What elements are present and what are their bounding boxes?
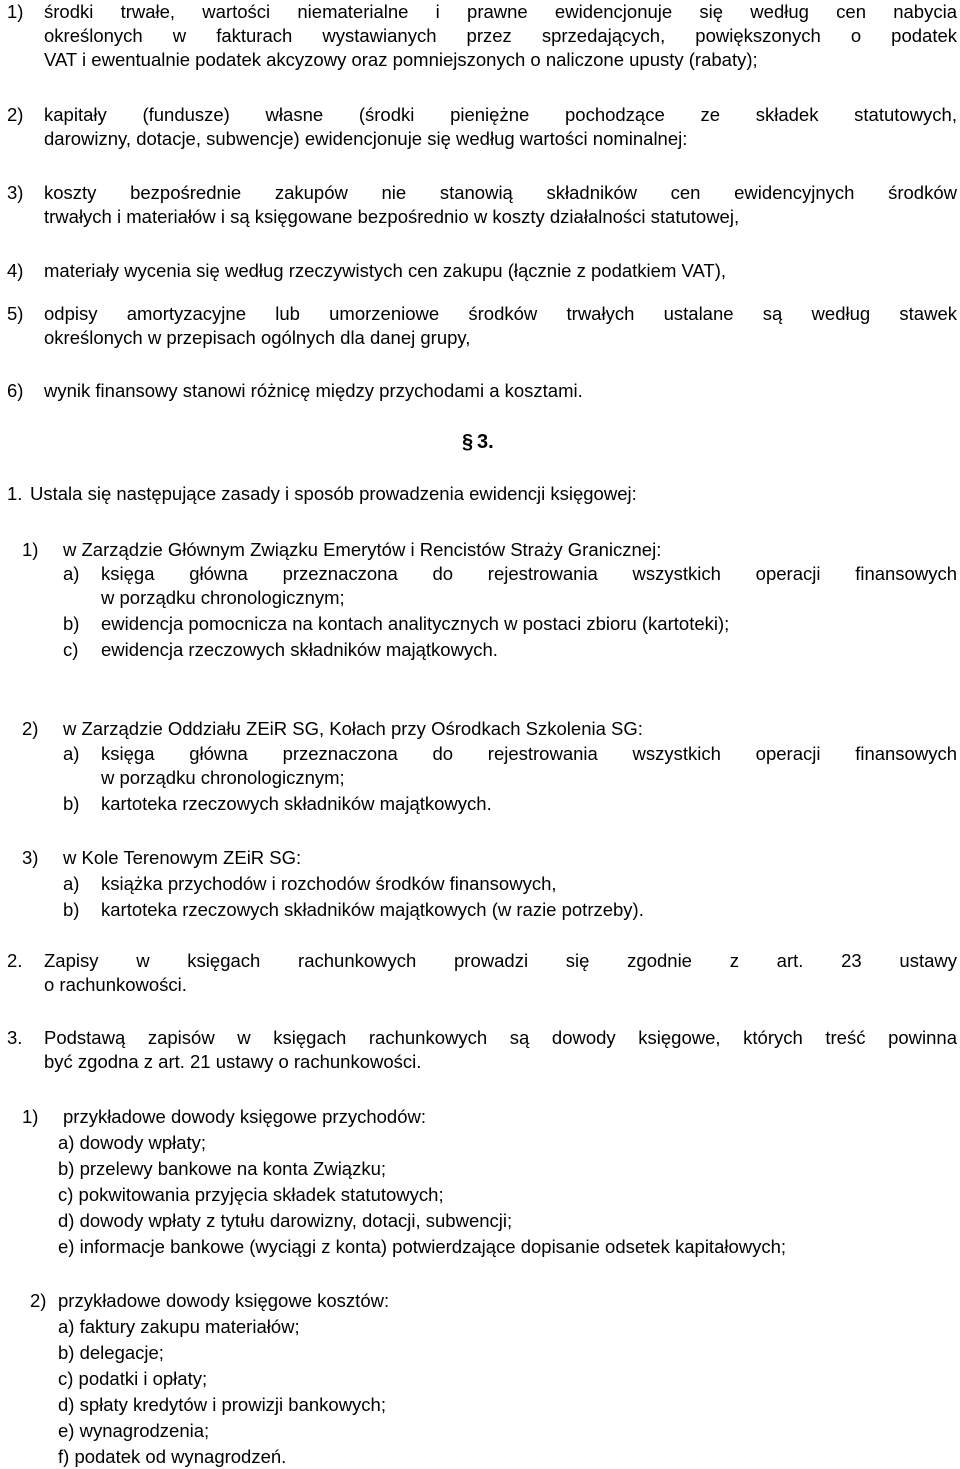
item-line: VAT i ewentualnie podatek akcyzowy oraz pomniejszonych o naliczone upusty (rabaty); [44, 49, 758, 70]
subsection-text: w Kole Terenowym ZEiR SG: [63, 847, 302, 868]
list-item: c) podatki i opłaty; [58, 1368, 208, 1389]
letter-item-line: księga główna przeznaczona do rejestrowania wszystkich operacji finansowych [101, 743, 957, 764]
letter-item-line: ewidencja pomocnicza na kontach analitycznych w postaci zbioru (kartoteki); [101, 613, 730, 634]
section-symbol: § [462, 431, 474, 453]
point-text: Ustala się następujące zasady i sposób prowadzenia ewidencji księgowej: [30, 483, 637, 504]
section-number: 3. [477, 431, 494, 453]
subsection-text: przykładowe dowody księgowe kosztów: [58, 1290, 390, 1311]
letter-label: b) [63, 793, 80, 814]
subsection-number: 3) [22, 847, 39, 868]
item-line: środki trwałe, wartości niematerialne i prawne ewidencjonuje się według cen nabycia [44, 1, 957, 22]
item-number: 4) [7, 260, 24, 281]
point-line: o rachunkowości. [44, 974, 187, 995]
point-line: Zapisy w księgach rachunkowych prowadzi się zgodnie z art. 23 ustawy [44, 950, 957, 971]
point-line: Podstawą zapisów w księgach rachunkowych są dowody księgowe, których treść powinna [44, 1027, 957, 1048]
item-number: 2) [7, 104, 24, 125]
letter-item-line: kartoteka rzeczowych składników majątkowych. [101, 793, 492, 814]
list-item: d) spłaty kredytów i prowizji bankowych; [58, 1394, 386, 1415]
item-number: 3) [7, 182, 24, 203]
item-number: 1) [7, 1, 24, 22]
subsection-text: przykładowe dowody księgowe przychodów: [63, 1106, 426, 1127]
point-line: być zgodna z art. 21 ustawy o rachunkowości. [44, 1051, 422, 1072]
list-item: b) delegacje; [58, 1342, 164, 1363]
item-line: określonych w przepisach ogólnych dla danej grupy, [44, 327, 471, 348]
list-item: a) dowody wpłaty; [58, 1132, 207, 1153]
item-line: darowizny, dotacje, subwencje) ewidencjonuje się według wartości nominalnej: [44, 128, 688, 149]
point-number: 3. [7, 1027, 23, 1048]
list-item: d) dowody wpłaty z tytułu darowizny, dotacji, subwencji; [58, 1210, 513, 1231]
item-line: koszty bezpośrednie zakupów nie stanowią składników cen ewidencyjnych środków [44, 182, 957, 203]
letter-label: c) [63, 639, 79, 660]
item-line: określonych w fakturach wystawianych przez sprzedających, powiększonych o podatek [44, 25, 957, 46]
letter-item-line: kartoteka rzeczowych składników majątkowych (w razie potrzeby). [101, 899, 644, 920]
subsection-text: w Zarządzie Oddziału ZEiR SG, Kołach przy Ośrodkach Szkolenia SG: [63, 718, 643, 739]
letter-label: a) [63, 873, 80, 894]
letter-label: a) [63, 743, 80, 764]
letter-item-line: w porządku chronologicznym; [101, 767, 345, 788]
subsection-text: w Zarządzie Głównym Związku Emerytów i Rencistów Straży Granicznej: [63, 539, 662, 560]
subsection-number: 2) [22, 718, 39, 739]
subsection-number: 1) [22, 1106, 39, 1127]
list-item: f) podatek od wynagrodzeń. [58, 1446, 287, 1467]
list-item: b) przelewy bankowe na konta Związku; [58, 1158, 387, 1179]
letter-item-line: książka przychodów i rozchodów środków finansowych, [101, 873, 557, 894]
list-item: e) informacje bankowe (wyciągi z konta) potwierdzające dopisanie odsetek kapitałowych; [58, 1236, 787, 1257]
letter-label: b) [63, 899, 80, 920]
point-number: 1. [7, 483, 23, 504]
item-line: wynik finansowy stanowi różnicę między przychodami a kosztami. [44, 380, 583, 401]
item-number: 6) [7, 380, 24, 401]
item-line: trwałych i materiałów i są księgowane bezpośrednio w koszty działalności statutowej, [44, 206, 740, 227]
item-line: materiały wycenia się według rzeczywistych cen zakupu (łącznie z podatkiem VAT), [44, 260, 727, 281]
list-item: c) pokwitowania przyjęcia składek statutowych; [58, 1184, 444, 1205]
letter-label: a) [63, 563, 80, 584]
letter-label: b) [63, 613, 80, 634]
item-number: 5) [7, 303, 24, 324]
letter-item-line: w porządku chronologicznym; [101, 587, 345, 608]
point-number: 2. [7, 950, 23, 971]
subsection-number: 1) [22, 539, 39, 560]
subsection-number: 2) [30, 1290, 47, 1311]
letter-item-line: księga główna przeznaczona do rejestrowania wszystkich operacji finansowych [101, 563, 957, 584]
letter-item-line: ewidencja rzeczowych składników majątkowych. [101, 639, 498, 660]
list-item: a) faktury zakupu materiałów; [58, 1316, 300, 1337]
item-line: kapitały (fundusze) własne (środki pieniężne pochodzące ze składek statutowych, [44, 104, 957, 125]
item-line: odpisy amortyzacyjne lub umorzeniowe środków trwałych ustalane są według stawek [44, 303, 957, 324]
list-item: e) wynagrodzenia; [58, 1420, 210, 1441]
